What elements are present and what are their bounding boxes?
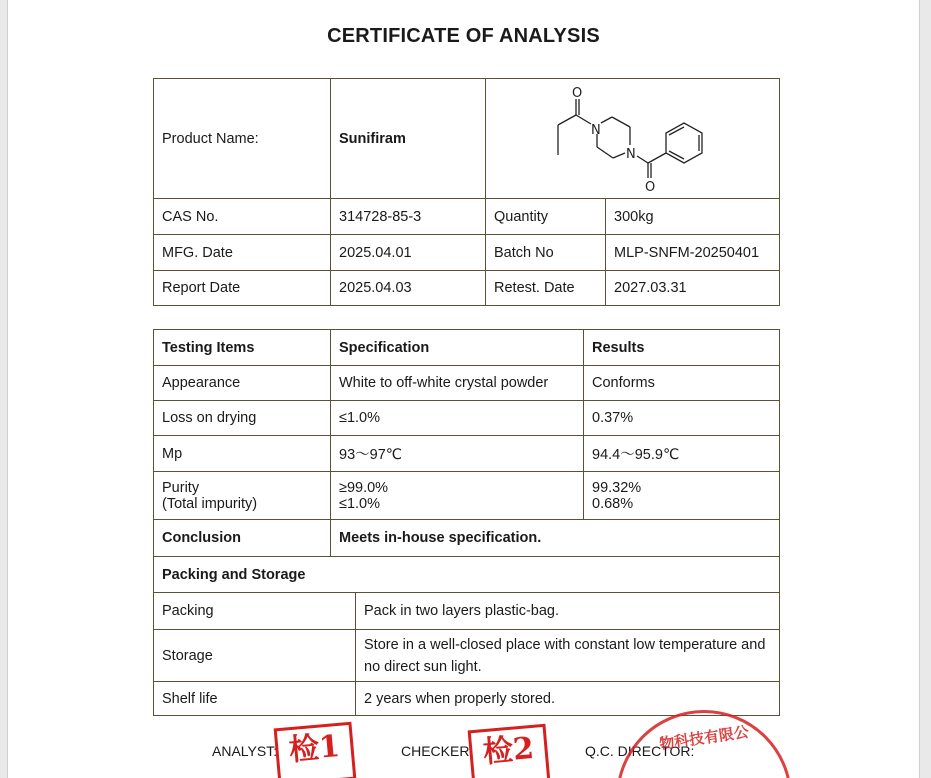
conclusion-row	[154, 520, 780, 557]
header-specification: Specification	[331, 330, 584, 366]
table-row	[154, 682, 780, 716]
purity-spec	[331, 472, 584, 520]
purity-item	[154, 472, 331, 520]
table-row	[154, 436, 780, 472]
analyst-stamp: 检1	[274, 722, 357, 778]
packing-label: Packing	[154, 593, 356, 630]
seal-text: 物科技有限公	[658, 722, 750, 754]
quantity-value: 300kg	[606, 199, 780, 235]
header-testing-items: Testing Items	[154, 330, 331, 366]
test-spec: 93～97℃	[331, 436, 584, 472]
mfg-date-label: MFG. Date	[154, 235, 331, 271]
chemical-structure	[486, 79, 780, 199]
purity-result	[584, 472, 780, 520]
atom-n-left: N	[590, 122, 601, 138]
test-spec: ≤1.0%	[331, 401, 584, 436]
purity-result-value: 99.32%	[592, 479, 642, 496]
quantity-label: Quantity	[486, 199, 606, 235]
packing-storage-heading: Packing and Storage	[154, 557, 780, 593]
report-date-value: 2025.04.03	[331, 271, 486, 306]
product-name-label: Product Name:	[154, 79, 331, 199]
info-row	[154, 235, 780, 271]
batch-no-label: Batch No	[486, 235, 606, 271]
report-date-label: Report Date	[154, 271, 331, 306]
info-row	[154, 271, 780, 306]
batch-no-value: MLP-SNFM-20250401	[606, 235, 780, 271]
test-result: 94.4～95.9℃	[584, 436, 780, 472]
document-page	[7, 0, 920, 778]
company-seal	[616, 710, 792, 778]
purity-label: Purity	[162, 479, 200, 496]
total-impurity-label: (Total impurity)	[162, 495, 258, 512]
table-row	[154, 472, 780, 520]
checker-label: CHECKER:	[401, 743, 474, 759]
header-results: Results	[584, 330, 780, 366]
test-results-table	[153, 329, 780, 716]
test-result: 0.37%	[584, 401, 780, 436]
product-name-value: Sunifiram	[331, 79, 486, 199]
atom-o-top: O	[571, 85, 582, 101]
test-item: Appearance	[154, 366, 331, 401]
storage-label: Storage	[154, 630, 356, 682]
impurity-spec-value: ≤1.0%	[339, 495, 381, 512]
info-row	[154, 199, 780, 235]
analyst-label: ANALYST:	[212, 743, 278, 759]
test-item: Loss on drying	[154, 401, 331, 436]
table-row	[154, 401, 780, 436]
test-result: Conforms	[584, 366, 780, 401]
storage-value: Store in a well-closed place with constant low temperature and no direct sun light.	[356, 630, 780, 682]
packing-value: Pack in two layers plastic-bag.	[356, 593, 780, 630]
test-spec: White to off-white crystal powder	[331, 366, 584, 401]
shelf-life-value: 2 years when properly stored.	[356, 682, 780, 716]
table-row	[154, 366, 780, 401]
shelf-life-label: Shelf life	[154, 682, 356, 716]
cas-value: 314728-85-3	[331, 199, 486, 235]
mfg-date-value: 2025.04.01	[331, 235, 486, 271]
test-item: Mp	[154, 436, 331, 472]
atom-n-right: N	[625, 146, 636, 162]
document-title: CERTIFICATE OF ANALYSIS	[327, 25, 600, 47]
atom-o-bottom: O	[644, 179, 655, 195]
purity-spec-value: ≥99.0%	[339, 479, 389, 496]
retest-date-label: Retest. Date	[486, 271, 606, 306]
conclusion-label: Conclusion	[154, 520, 331, 557]
table-header-row	[154, 330, 780, 366]
conclusion-value: Meets in-house specification.	[331, 520, 780, 557]
product-info-table	[153, 78, 780, 306]
section-heading-row	[154, 557, 780, 593]
table-row	[154, 593, 780, 630]
retest-date-value: 2027.03.31	[606, 271, 780, 306]
qc-director-label: Q.C. DIRECTOR:	[585, 743, 695, 759]
structure-diagram	[548, 83, 718, 195]
table-row	[154, 630, 780, 682]
impurity-result-value: 0.68%	[592, 495, 634, 512]
checker-stamp: 检2	[468, 724, 551, 778]
cas-label: CAS No.	[154, 199, 331, 235]
